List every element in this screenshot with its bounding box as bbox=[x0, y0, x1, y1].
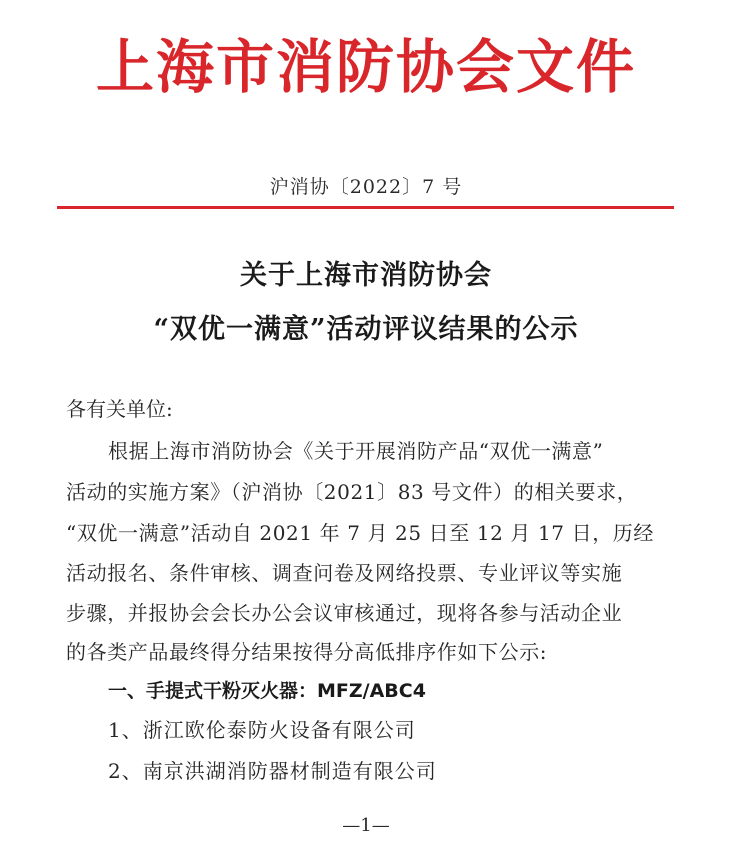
notice-title-line-2: “双优一满意”活动评议结果的公示 bbox=[153, 314, 579, 345]
body-line: 步骤，并报协会会长办公会议审核通过，现将各参与活动企业 bbox=[66, 601, 623, 625]
body-line: “双优一满意”活动自 2021 年 7 月 25 日至 12 月 17 日，历经 bbox=[66, 521, 654, 545]
document-header-title: 上海市消防协会文件 bbox=[95, 33, 636, 101]
red-divider-line bbox=[57, 206, 674, 209]
body-line: 活动的实施方案》（沪消协〔2021〕83 号文件）的相关要求， bbox=[66, 480, 638, 504]
page-number: —1— bbox=[342, 815, 390, 836]
body-line: 的各类产品最终得分结果按得分高低排序作如下公示: bbox=[66, 640, 548, 664]
greeting: 各有关单位: bbox=[66, 397, 173, 421]
body-line: 根据上海市消防协会《关于开展消防产品“双优一满意” bbox=[108, 439, 604, 463]
body-line: 活动报名、条件审核、调查问卷及网络投票、专业评议等实施 bbox=[66, 561, 623, 585]
list-item: 2、南京洪湖消防器材制造有限公司 bbox=[108, 759, 437, 783]
section-heading: 一、手提式干粉灭火器：MFZ/ABC4 bbox=[108, 680, 426, 702]
notice-title-line-1: 关于上海市消防协会 bbox=[240, 260, 492, 291]
list-item: 1、浙江欧伦泰防火设备有限公司 bbox=[108, 718, 416, 742]
document-number: 沪消协〔2022〕7 号 bbox=[269, 176, 463, 198]
